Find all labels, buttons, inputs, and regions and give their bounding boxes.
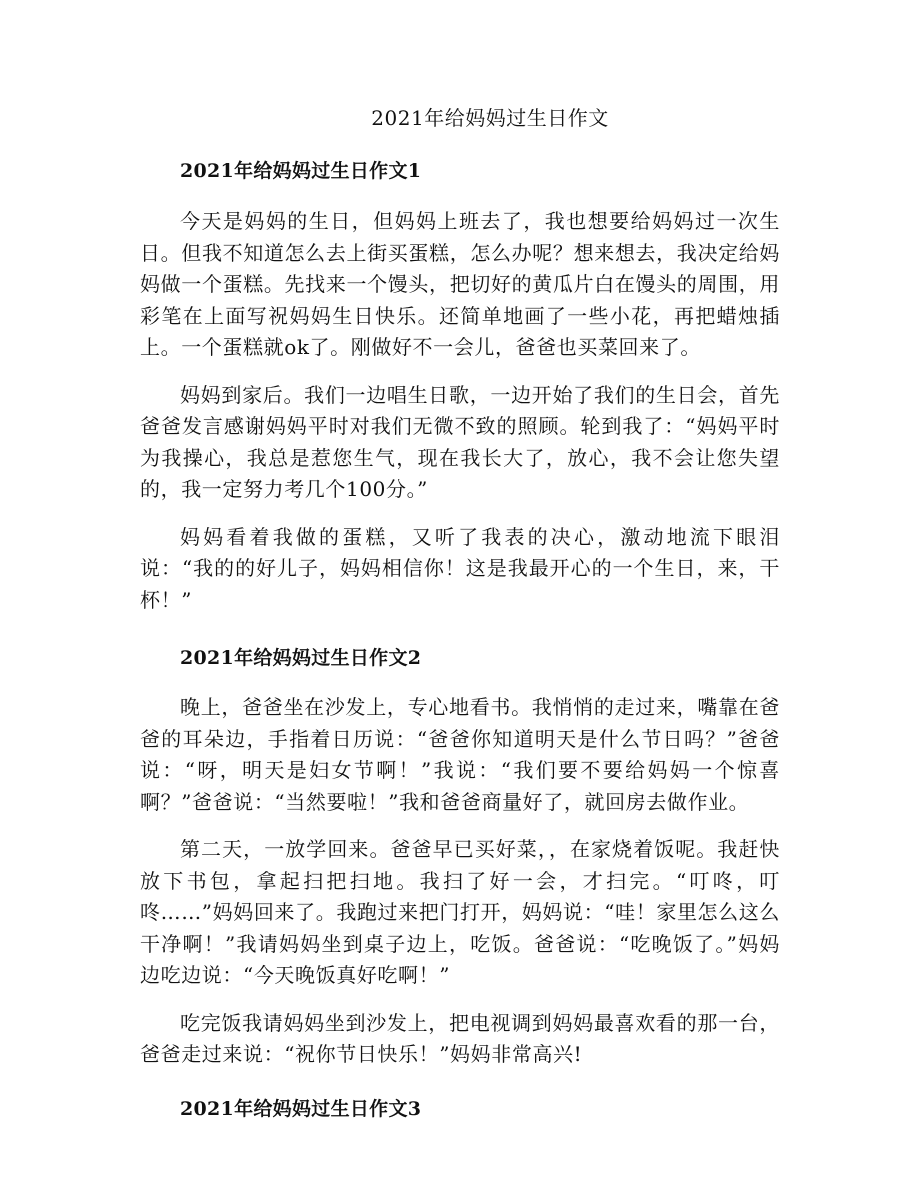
section-1-paragraph-1: 今天是妈妈的生日，但妈妈上班去了，我也想要给妈妈过一次生日。但我不知道怎么去上街买蛋糕，怎么办呢？想来想去，我决定给妈妈做一个蛋糕。先找来一个馒头，把切好的黄瓜片白在馒头的周围，用彩笔在上面写祝妈妈生日快乐。还简单地画了一些小花，再把蜡烛插上。一个蛋糕就ok了。刚做好不一会儿，爸爸也买菜回来了。 [140,209,780,359]
section-1-paragraph-3: 妈妈看着我做的蛋糕，又听了我表的决心，激动地流下眼泪说：“我的的好儿子，妈妈相信你！这是我最开心的一个生日，来，干杯！” [140,524,780,612]
section-heading-1: 2021年给妈妈过生日作文1 [180,160,422,182]
section-heading-3: 2021年给妈妈过生日作文3 [180,1097,422,1120]
section-2-paragraph-1: 晚上，爸爸坐在沙发上，专心地看书。我悄悄的走过来，嘴靠在爸爸的耳朵边，手指着日历说：“爸爸你知道明天是什么节日吗？”爸爸说：“呀，明天是妇女节啊！”我说：“我们要不要给妈妈一个惊喜啊？”爸爸说：“当然要啦！”我和爸爸商量好了，就回房去做作业。 [140,695,780,814]
section-2-paragraph-3: 吃完饭我请妈妈坐到沙发上，把电视调到妈妈最喜欢看的那一台，爸爸走过来说：“祝你节日快乐！”妈妈非常高兴! [140,1010,780,1066]
document-title: 2021年给妈妈过生日作文 [371,106,609,130]
document-body [140,150,780,1124]
section-1-paragraph-2: 妈妈到家后。我们一边唱生日歌，一边开始了我们的生日会，首先爸爸发言感谢妈妈平时对我们无微不致的照顾。轮到我了：“妈妈平时为我操心，我总是惹您生气，现在我长大了，放心，我不会让您失望的，我一定努力考几个100分。” [140,382,780,501]
section-heading-2: 2021年给妈妈过生日作文2 [180,647,422,669]
section-2-paragraph-2: 第二天，一放学回来。爸爸早已买好菜，，在家烧着饭呢。我赶快放下书包，拿起扫把扫地。我扫了好一会，才扫完。“叮咚，叮咚……”妈妈回来了。我跑过来把门打开，妈妈说：“哇！家里怎么这么干净啊！”我请妈妈坐到桌子边上，吃饭。爸爸说：“吃晚饭了。”妈妈边吃边说：“今天晚饭真好吃啊！” [140,837,780,987]
